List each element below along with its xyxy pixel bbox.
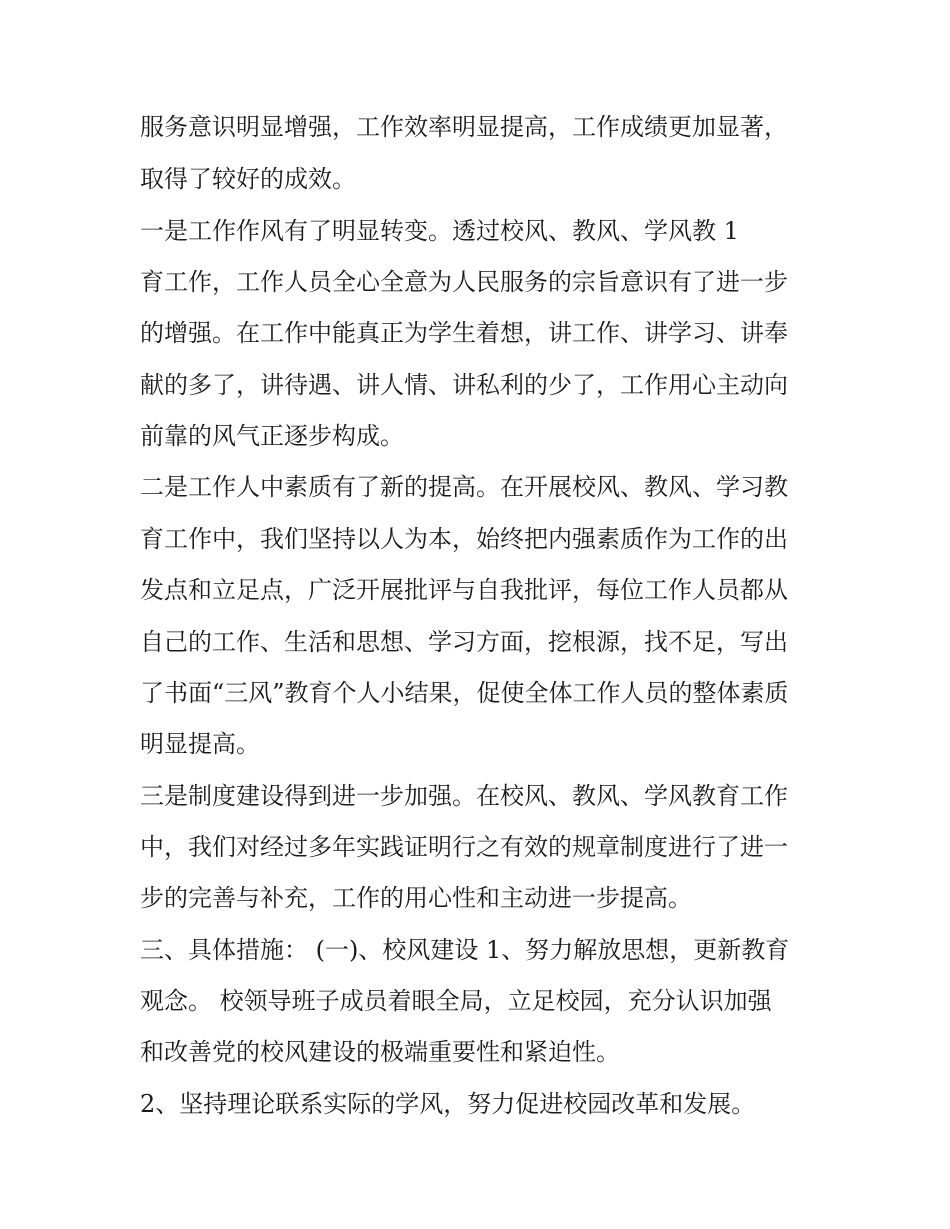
text-line: 育工作中，我们坚持以人为本，始终把内强素质作为工作的出 <box>140 525 788 553</box>
text-line: 自己的工作、生活和思想、学习方面，挖根源，找不足，写出 <box>140 628 788 656</box>
text-line: 一是工作作风有了明显转变。透过校风、教风、学风教 1 <box>140 217 739 245</box>
text-line: 育工作，工作人员全心全意为人民服务的宗旨意识有了进一步 <box>140 268 788 296</box>
text-line: 步的完善与补充，工作的用心性和主动进一步提高。 <box>140 884 692 912</box>
text-line: 中，我们对经过多年实践证明行之有效的规章制度进行了进一 <box>140 833 788 861</box>
text-line: 观念。 校领导班子成员着眼全局，立足校园，充分认识加强 <box>140 987 772 1015</box>
text-line: 明显提高。 <box>140 730 260 758</box>
text-line: 三、具体措施： (一)、校风建设 1、努力解放思想，更新教育 <box>140 936 790 964</box>
text-line: 和改善党的校风建设的极端重要性和紧迫性。 <box>140 1038 620 1066</box>
text-line: 二是工作人中素质有了新的提高。在开展校风、教风、学习教 <box>140 473 788 501</box>
text-line: 取得了较好的成效。 <box>140 165 356 193</box>
text-line: 2、坚持理论联系实际的学风，努力促进校园改革和发展。 <box>140 1090 756 1118</box>
text-line: 服务意识明显增强，工作效率明显提高，工作成绩更加显著， <box>140 113 788 141</box>
text-line: 的增强。在工作中能真正为学生着想，讲工作、讲学习、讲奉 <box>140 319 788 347</box>
text-line: 了书面“三风”教育个人小结果，促使全体工作人员的整体素质 <box>140 679 789 707</box>
text-line: 前靠的风气正逐步构成。 <box>140 422 404 450</box>
text-line: 三是制度建设得到进一步加强。在校风、教风、学风教育工作 <box>140 782 788 810</box>
text-line: 献的多了，讲待遇、讲人情、讲私利的少了，工作用心主动向 <box>140 371 788 399</box>
text-line: 发点和立足点，广泛开展批评与自我批评，每位工作人员都从 <box>140 576 788 604</box>
